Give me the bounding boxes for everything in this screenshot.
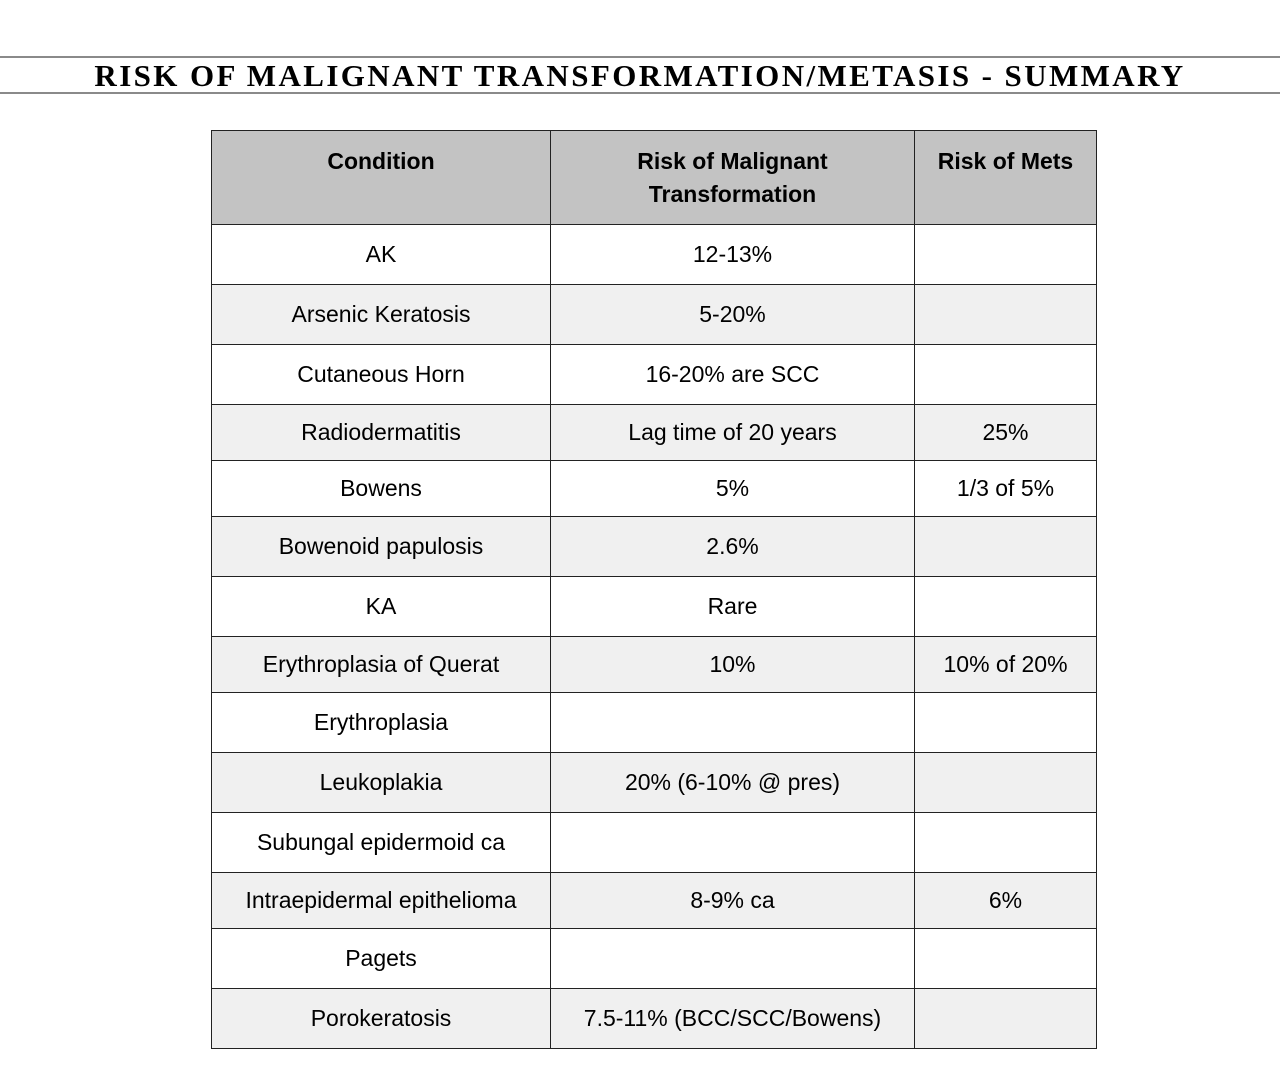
table-row [212, 225, 1097, 285]
table-row [212, 753, 1097, 813]
cell-mets: 1/3 of 5% [915, 461, 1097, 517]
cell-transformation: 2.6% [551, 517, 915, 577]
cell-condition: Leukoplakia [212, 753, 551, 813]
table-row [212, 517, 1097, 577]
table-row [212, 693, 1097, 753]
cell-transformation: Rare [551, 577, 915, 637]
summary-table [211, 130, 1097, 1049]
table-row [212, 345, 1097, 405]
header-risk-transformation-line2: Transformation [648, 181, 817, 207]
cell-condition: Erythroplasia of Querat [212, 637, 551, 693]
cell-transformation: 5% [551, 461, 915, 517]
cell-mets [915, 693, 1097, 753]
cell-condition: AK [212, 225, 551, 285]
cell-mets: 6% [915, 873, 1097, 929]
cell-transformation [551, 693, 915, 753]
cell-condition: Bowenoid papulosis [212, 517, 551, 577]
cell-transformation: 10% [551, 637, 915, 693]
cell-condition: Pagets [212, 929, 551, 989]
header-row [212, 131, 1097, 225]
cell-mets [915, 813, 1097, 873]
table-row [212, 813, 1097, 873]
cell-mets: 25% [915, 405, 1097, 461]
cell-transformation: 5-20% [551, 285, 915, 345]
title-bar [0, 56, 1280, 94]
cell-mets [915, 285, 1097, 345]
cell-transformation [551, 813, 915, 873]
cell-transformation: 20% (6-10% @ pres) [551, 753, 915, 813]
cell-condition: Erythroplasia [212, 693, 551, 753]
page-title: RISK OF MALIGNANT TRANSFORMATION/METASIS - SUMMARY [94, 57, 1186, 93]
cell-mets [915, 929, 1097, 989]
cell-mets [915, 577, 1097, 637]
cell-mets [915, 517, 1097, 577]
cell-transformation: 7.5-11% (BCC/SCC/Bowens) [551, 989, 915, 1049]
cell-mets [915, 225, 1097, 285]
table-row [212, 405, 1097, 461]
header-risk-mets [915, 131, 1097, 225]
cell-condition: Cutaneous Horn [212, 345, 551, 405]
cell-condition: Subungal epidermoid ca [212, 813, 551, 873]
cell-mets: 10% of 20% [915, 637, 1097, 693]
header-condition [212, 131, 551, 225]
cell-condition: Arsenic Keratosis [212, 285, 551, 345]
table-row [212, 989, 1097, 1049]
table-row [212, 285, 1097, 345]
cell-transformation: 12-13% [551, 225, 915, 285]
table-row [212, 929, 1097, 989]
cell-transformation: 8-9% ca [551, 873, 915, 929]
header-risk-transformation-line1: Risk of Malignant [637, 148, 828, 174]
cell-condition: Intraepidermal epithelioma [212, 873, 551, 929]
cell-mets [915, 345, 1097, 405]
cell-condition: Radiodermatitis [212, 405, 551, 461]
table-row [212, 461, 1097, 517]
table-row [212, 637, 1097, 693]
header-condition-label: Condition [327, 148, 435, 174]
table-row [212, 577, 1097, 637]
cell-condition: Bowens [212, 461, 551, 517]
cell-condition: Porokeratosis [212, 989, 551, 1049]
table-row [212, 873, 1097, 929]
cell-transformation [551, 929, 915, 989]
cell-transformation: 16-20% are SCC [551, 345, 915, 405]
cell-condition: KA [212, 577, 551, 637]
cell-transformation: Lag time of 20 years [551, 405, 915, 461]
cell-mets [915, 989, 1097, 1049]
header-risk-mets-label: Risk of Mets [937, 148, 1074, 174]
header-risk-transformation [551, 131, 915, 225]
cell-mets [915, 753, 1097, 813]
